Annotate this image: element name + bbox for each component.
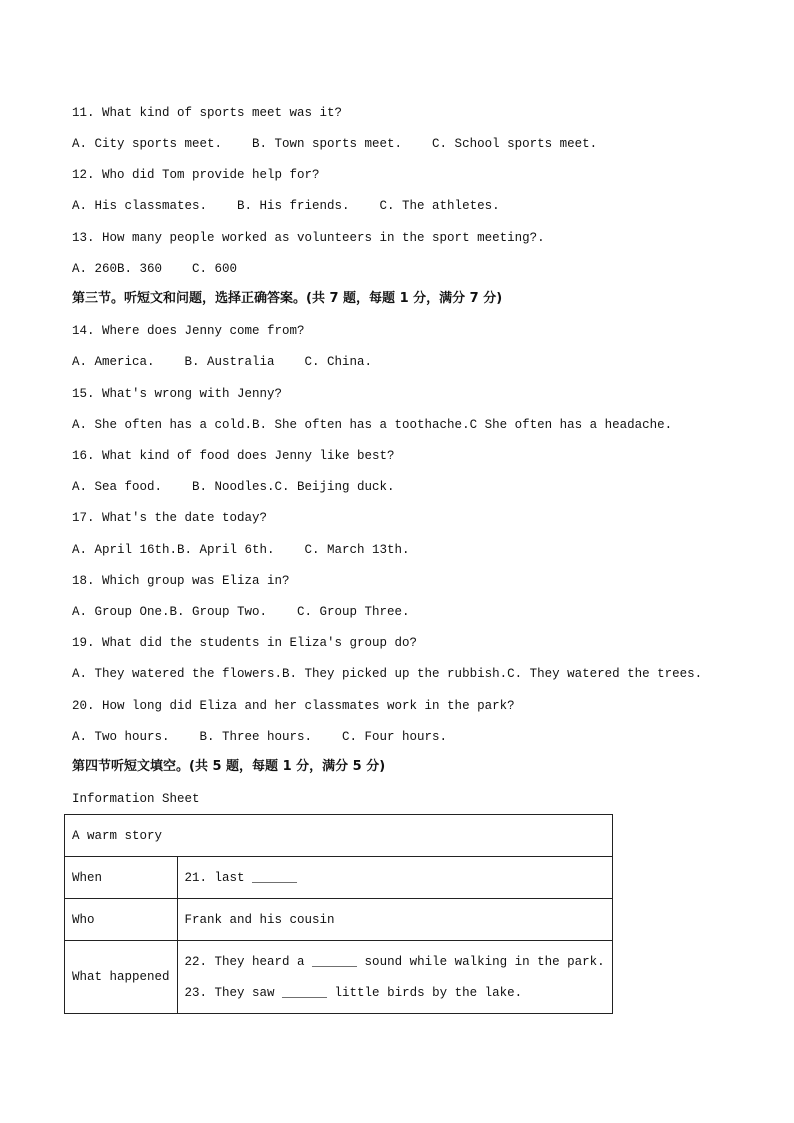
when-value-cell — [177, 857, 612, 899]
question-17: 17. What's the date today? — [72, 511, 268, 525]
question-15: 15. What's wrong with Jenny? — [72, 387, 283, 401]
what-line-23: 23. They saw ______ little birds by the lake. — [184, 985, 523, 1000]
section-3-heading: 第三节。听短文和问题，选择正确答案。(共 7 题，每题 1 分，满分 7 分) — [72, 291, 503, 306]
options-17: A. April 16th.B. April 6th. C. March 13th. — [72, 543, 410, 557]
what-label-cell — [65, 941, 178, 1014]
options-19: A. They watered the flowers.B. They picked up the rubbish.C. They watered the trees. — [72, 667, 703, 681]
table-row — [65, 857, 613, 899]
options-16: A. Sea food. B. Noodles.C. Beijing duck. — [72, 480, 395, 494]
question-14: 14. Where does Jenny come from? — [72, 324, 305, 338]
story-title: A warm story — [72, 828, 163, 843]
options-13: A. 260B. 360 C. 600 — [72, 262, 238, 276]
question-20: 20. How long did Eliza and her classmates work in the park? — [72, 699, 515, 713]
what-value-cell — [177, 941, 612, 1014]
what-label: What happened — [72, 970, 170, 984]
section-4-heading: 第四节听短文填空。(共 5 题，每题 1 分，满分 5 分) — [72, 759, 386, 774]
options-11: A. City sports meet. B. Town sports meet. C. School sports meet. — [72, 137, 598, 151]
question-11: 11. What kind of sports meet was it? — [72, 106, 343, 120]
options-14: A. America. B. Australia C. China. — [72, 355, 373, 369]
when-value: 21. last ______ — [184, 870, 298, 885]
sheet-title: Information Sheet — [72, 792, 200, 806]
question-16: 16. What kind of food does Jenny like best? — [72, 449, 395, 463]
options-20: A. Two hours. B. Three hours. C. Four hours. — [72, 730, 448, 744]
table-row — [65, 941, 613, 1014]
table-row — [65, 815, 613, 857]
who-value: Frank and his cousin — [184, 912, 335, 927]
options-12: A. His classmates. B. His friends. C. The athletes. — [72, 199, 500, 213]
question-18: 18. Which group was Eliza in? — [72, 574, 290, 588]
options-15: A. She often has a cold.B. She often has a toothache.C She often has a headache. — [72, 418, 673, 432]
table-row — [65, 899, 613, 941]
question-12: 12. Who did Tom provide help for? — [72, 168, 320, 182]
who-value-cell — [177, 899, 612, 941]
what-line-22: 22. They heard a ______ sound while walking in the park. — [184, 954, 605, 969]
when-label-cell — [65, 857, 178, 899]
information-table — [64, 814, 613, 1014]
story-title-cell — [65, 815, 613, 857]
when-label: When — [72, 870, 103, 885]
question-13: 13. How many people worked as volunteers in the sport meeting?. — [72, 231, 545, 245]
who-label: Who — [72, 912, 95, 927]
question-19: 19. What did the students in Eliza's group do? — [72, 636, 418, 650]
who-label-cell — [65, 899, 178, 941]
options-18: A. Group One.B. Group Two. C. Group Three. — [72, 605, 410, 619]
